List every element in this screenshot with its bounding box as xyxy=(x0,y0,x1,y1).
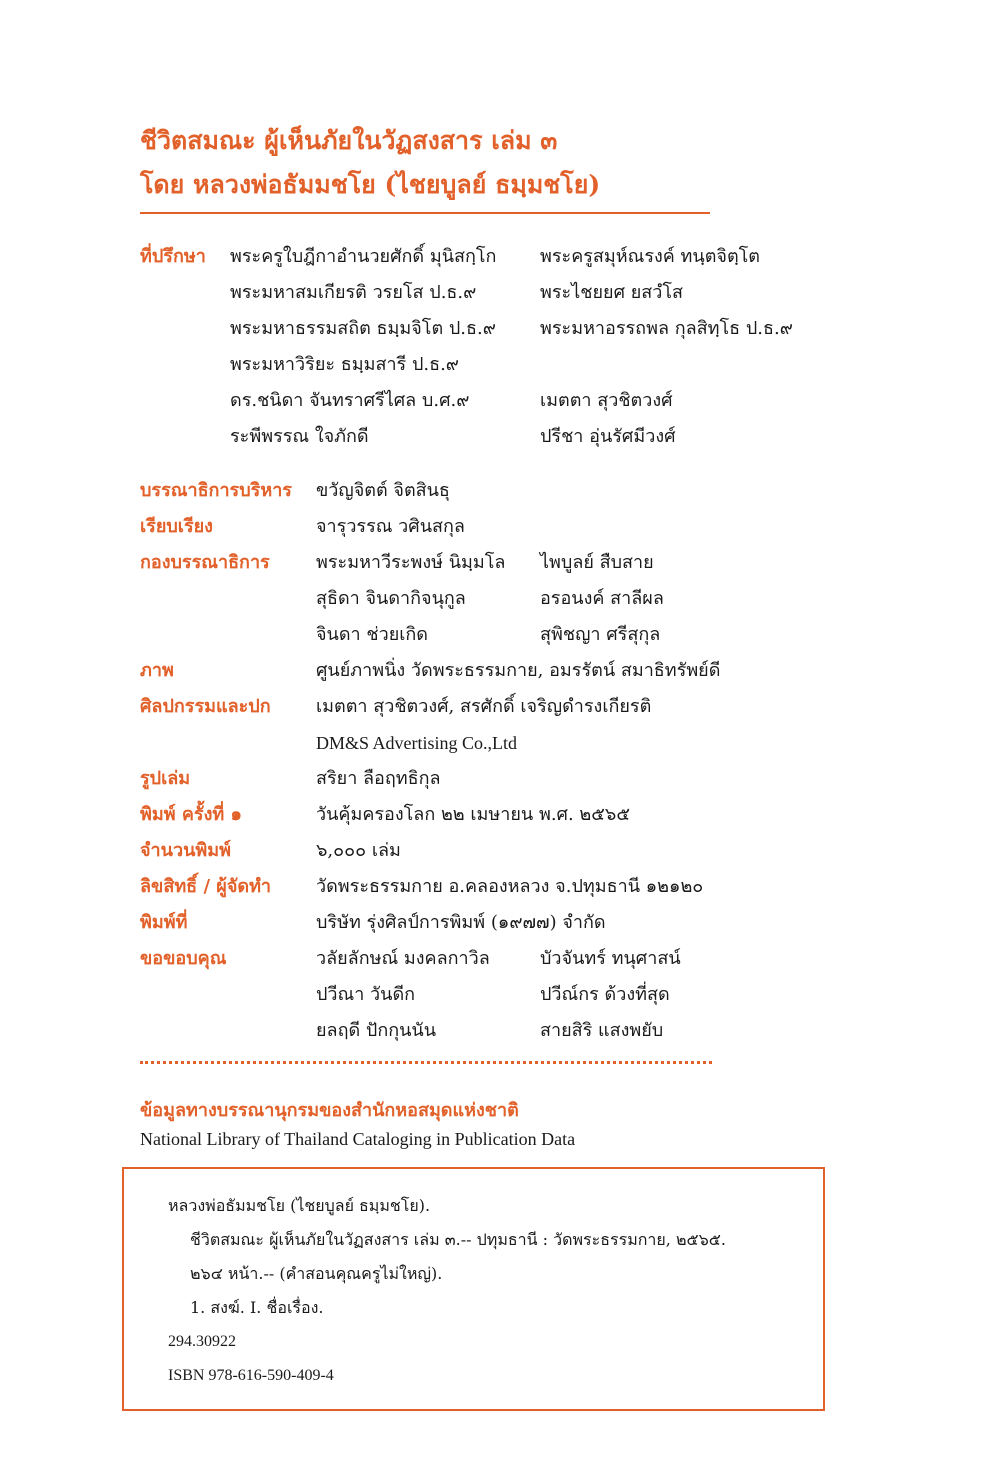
compiler-name: จารุวรรณ วศินสกุล xyxy=(316,516,465,537)
editorial-member: พระมหาวีระพงษ์ นิมฺมโล xyxy=(316,552,506,573)
cip-record-box xyxy=(122,1167,825,1411)
art-credit: เมตตา สุวชิตวงศ์, สรศักดิ์ เจริญดำรงเกียรติ xyxy=(316,696,652,717)
cip-subject: 1. สงฆ์. I. ชื่อเรื่อง. xyxy=(190,1298,324,1317)
exec-editor-name: ขวัญจิตต์ จิตสินธุ xyxy=(316,480,450,501)
thanks-name: สายสิริ แสงพยับ xyxy=(540,1020,664,1041)
editorial-member: สุพิชญา ศรีสุกุล xyxy=(540,624,661,645)
book-author: โดย หลวงพ่อธัมมชโย (ไชยบูลย์ ธมฺมชโย) xyxy=(140,170,601,199)
advisor-name: พระมหาอรรถพล กุลสิทฺโธ ป.ธ.๙ xyxy=(540,318,793,339)
copies-count: ๖,๐๐๐ เล่ม xyxy=(316,840,401,861)
thanks-name: ปวีณ์กร ด้วงที่สุด xyxy=(540,984,670,1005)
print-edition-date: วันคุ้มครองโลก ๒๒ เมษายน พ.ศ. ๒๕๖๕ xyxy=(316,804,630,825)
cip-isbn: ISBN 978-616-590-409-4 xyxy=(168,1367,334,1384)
cip-pages: ๒๖๔ หน้า.-- (คำสอนคุณครูไม่ใหญ่). xyxy=(190,1264,443,1283)
advisors-label: ที่ปรึกษา xyxy=(140,246,206,267)
rights-label: ลิขสิทธิ์ / ผู้จัดทำ xyxy=(140,876,272,897)
advisor-name: พระครูสมุห์ณรงค์ ทนฺตจิตฺโต xyxy=(540,246,760,267)
title-underline xyxy=(140,212,710,214)
advisor-name: ปรีชา อุ่นรัศมีวงศ์ xyxy=(540,426,676,447)
printer-name: บริษัท รุ่งศิลป์การพิมพ์ (๑๙๗๗) จำกัด xyxy=(316,912,606,933)
advisor-name: ระพีพรรณ ใจภักดี xyxy=(230,426,369,447)
rights-holder: วัดพระธรรมกาย อ.คลองหลวง จ.ปทุมธานี ๑๒๑๒๐ xyxy=(316,876,704,897)
thanks-name: บัวจันทร์ ทนุศาสน์ xyxy=(540,948,681,969)
thanks-label: ขอขอบคุณ xyxy=(140,948,227,969)
photo-label: ภาพ xyxy=(140,660,174,681)
section-divider xyxy=(140,1061,712,1064)
cip-classification: 294.30922 xyxy=(168,1333,236,1350)
editorial-member: สุธิดา จินดากิจนุกูล xyxy=(316,588,466,609)
advisor-name: พระมหาวิริยะ ธมฺมสารี ป.ธ.๙ xyxy=(230,354,459,375)
exec-editor-label: บรรณาธิการบริหาร xyxy=(140,480,292,501)
cip-heading-en: National Library of Thailand Cataloging in Publication Data xyxy=(140,1129,576,1149)
advisor-name: เมตตา สุวชิตวงศ์ xyxy=(540,390,673,411)
advisor-name: พระมหาสมเกียรติ วรยโส ป.ธ.๙ xyxy=(230,282,477,303)
thanks-name: วลัยลักษณ์ มงคลกาวิล xyxy=(316,948,490,969)
cip-author: หลวงพ่อธัมมชโย (ไชยบูลย์ ธมฺมชโย). xyxy=(168,1196,431,1215)
advisor-name: พระมหาธรรมสถิต ธมฺมจิโต ป.ธ.๙ xyxy=(230,318,496,339)
thanks-name: ยลฤดี ปักกุนนัน xyxy=(316,1020,437,1041)
editorial-member: อรอนงค์ สาลีผล xyxy=(540,588,664,609)
copies-label: จำนวนพิมพ์ xyxy=(140,840,231,861)
book-title: ชีวิตสมณะ ผู้เห็นภัยในวัฏสงสาร เล่ม ๓ xyxy=(140,126,558,155)
print-edition-label: พิมพ์ ครั้งที่ ๑ xyxy=(140,804,242,825)
cip-heading-th: ข้อมูลทางบรรณานุกรมของสำนักหอสมุดแห่งชาติ xyxy=(140,1100,519,1121)
advisor-name: พระไชยยศ ยสวํโส xyxy=(540,282,684,303)
editorial-member: ไพบูลย์ สืบสาย xyxy=(540,552,654,573)
editorial-member: จินดา ช่วยเกิด xyxy=(316,624,428,645)
thanks-name: ปวีณา วันดีก xyxy=(316,984,416,1005)
photo-credit: ศูนย์ภาพนิ่ง วัดพระธรรมกาย, อมรรัตน์ สมาธิทรัพย์ดี xyxy=(316,660,721,681)
compiler-label: เรียบเรียง xyxy=(140,516,213,537)
advisor-name: ดร.ชนิดา จันทราศรีไศล บ.ศ.๙ xyxy=(230,390,470,411)
advisor-name: พระครูใบฎีกาอำนวยศักดิ์ มุนิสกฺโก xyxy=(230,246,497,267)
layout-credit: สริยา ลือฤทธิกุล xyxy=(316,768,441,789)
art-label: ศิลปกรรมและปก xyxy=(140,696,271,717)
art-credit-company: DM&S Advertising Co.,Ltd xyxy=(316,733,518,753)
editorial-label: กองบรรณาธิการ xyxy=(140,552,270,573)
layout-label: รูปเล่ม xyxy=(140,768,191,789)
cip-title-line: ชีวิตสมณะ ผู้เห็นภัยในวัฏสงสาร เล่ม ๓.-- ปทุมธานี : วัดพระธรรมกาย, ๒๕๖๕. xyxy=(190,1230,726,1249)
printer-label: พิมพ์ที่ xyxy=(140,912,188,933)
